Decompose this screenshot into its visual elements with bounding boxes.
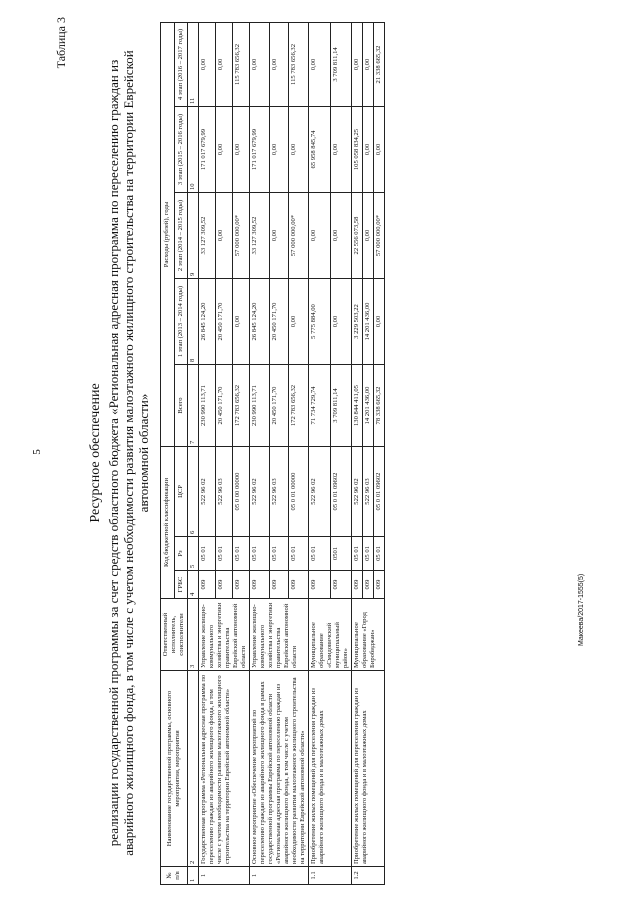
cell-stage-4: 0,00 [250, 22, 270, 106]
cell-stage-1: 0,00 [330, 279, 352, 365]
cell-stage-4: 0,00 [216, 22, 233, 106]
cell-grbs: 009 [250, 571, 270, 599]
cell-total: 172 783 656,32 [289, 365, 309, 447]
cell-stage-1: 14 201 436,00 [363, 279, 374, 365]
resource-table [160, 22, 385, 885]
column-number: 7 [188, 365, 199, 447]
cell-csr: 522 96 03 [269, 447, 289, 537]
cell-csr: 05 0 01 09602 [330, 447, 352, 537]
cell-rz: 05 01 [250, 537, 270, 571]
cell-stage-2: 33 127 309,52 [199, 193, 216, 279]
cell-stage-3: 65 958 845,74 [309, 107, 331, 193]
cell-grbs: 009 [289, 571, 309, 599]
header-name: Наименование государственной программы, основного мероприятия, мероприятия [161, 671, 188, 867]
cell-stage-3: 0,00 [233, 107, 250, 193]
cell-grbs: 009 [269, 571, 289, 599]
cell-stage-4: 0,00 [309, 22, 331, 106]
cell-csr: 522 96 02 [352, 447, 363, 537]
table-row [250, 22, 270, 884]
cell-rz: 05 01 [233, 537, 250, 571]
footer-note: Макеева/2017-1555(5) [578, 573, 585, 646]
row-executor: Муниципальное образование «Смидовичский муниципальный район» [309, 599, 352, 671]
header-csr: ЦСР [174, 447, 188, 537]
cell-grbs: 009 [216, 571, 233, 599]
cell-total: 71 734 729,74 [309, 365, 331, 447]
row-number: 1 [250, 867, 309, 885]
page-title: Ресурсное обеспечение [88, 383, 103, 523]
cell-stage-3: 171 017 679,99 [250, 107, 270, 193]
cell-stage-3: 0,00 [330, 107, 352, 193]
cell-grbs: 009 [199, 571, 216, 599]
row-name: Приобретение жилых помещений для переселения граждан из аварийного жилищного фонда и в малоэтажных домах [352, 671, 385, 867]
row-name: Основное мероприятие «Обеспечение мероприятий по переселению граждан из аварийного жилищного фонда в рамках государственной программы Еврейской автономной области «Региональная адресная программа по переселению граждан из аварийного жилищного фонда, в том числе с учетом необходимости развития малоэтажного жилищного строительства на территории Еврейской автономной области» [250, 671, 309, 867]
cell-total: 230 990 113,71 [199, 365, 216, 447]
cell-csr: 522 96 03 [363, 447, 374, 537]
cell-stage-2: 57 000 000,00* [289, 193, 309, 279]
cell-total: 130 844 411,05 [352, 365, 363, 447]
cell-stage-1: 20 450 171,70 [269, 279, 289, 365]
column-number: 9 [188, 193, 199, 279]
cell-total: 20 450 171,70 [269, 365, 289, 447]
cell-rz: 05 01 [309, 537, 331, 571]
table-row [352, 22, 363, 884]
cell-stage-2: 22 556 073,58 [352, 193, 363, 279]
row-name: Приобретение жилых помещений для переселения граждан из аварийного жилищного фонда и в малоэтажных домах [309, 671, 352, 867]
cell-stage-1: 26 845 124,20 [199, 279, 216, 365]
header-stage-3: 3 этап (2015 – 2016 годы) [174, 107, 188, 193]
page-number: 5 [30, 449, 43, 455]
cell-csr: 522 96 02 [309, 447, 331, 537]
cell-grbs: 009 [363, 571, 374, 599]
cell-rz: 05 01 [363, 537, 374, 571]
cell-stage-2: 33 127 309,52 [250, 193, 270, 279]
cell-stage-3: 105 058 834,25 [352, 107, 363, 193]
cell-stage-2: 0,00 [269, 193, 289, 279]
rotated-page-content [52, 13, 612, 893]
cell-stage-1: 5 775 884,00 [309, 279, 331, 365]
cell-grbs: 009 [309, 571, 331, 599]
cell-stage-4: 115 783 656,32 [233, 22, 250, 106]
header-total: Всего [174, 365, 188, 447]
column-number: 4 [188, 571, 199, 599]
cell-total: 230 990 113,71 [250, 365, 270, 447]
cell-total: 3 709 811,14 [330, 365, 352, 447]
header-num: № п/в [161, 867, 188, 885]
cell-stage-1: 26 845 124,20 [250, 279, 270, 365]
cell-stage-4: 0,00 [352, 22, 363, 106]
header-executor: Ответственный исполнитель, соисполнители [161, 599, 188, 671]
cell-stage-4: 0,00 [199, 22, 216, 106]
row-name: Государственная программа «Региональная адресная программа по переселению граждан из аварийного жилищного фонда, в том числе с учетом необходимости развития малоэтажного жилищного строительства на территории Еврейской автономной области» [199, 671, 250, 867]
cell-total: 78 338 665,32 [374, 365, 385, 447]
page-subtitle: реализации государственной программы за счет средств областного бюджета «Региональная адресная программа по переселению граждан из аварийного жилищного фонда, в том числе с учетом необходимости развития малоэтажного жилищного строительства на территории Еврейской автономной области» [106, 50, 151, 856]
cell-stage-1: 3 229 503,22 [352, 279, 363, 365]
header-expenses: Расходы (рублей), годы [161, 22, 175, 446]
header-grbs: ГРБС [174, 571, 188, 599]
cell-stage-2: 0,00 [363, 193, 374, 279]
header-rz: Рз [174, 537, 188, 571]
header-stage-1: 1 этап (2013 – 2014 годы) [174, 279, 188, 365]
cell-stage-1: 0,00 [374, 279, 385, 365]
row-number: 1.2 [352, 867, 385, 885]
cell-csr: 522 96 03 [216, 447, 233, 537]
cell-stage-2: 0,00 [330, 193, 352, 279]
cell-stage-3: 171 017 679,99 [199, 107, 216, 193]
cell-rz: 05 01 [199, 537, 216, 571]
cell-csr: 05 0 01 09602 [374, 447, 385, 537]
cell-stage-2: 57 000 000,00* [374, 193, 385, 279]
cell-total: 14 201 436,00 [363, 365, 374, 447]
cell-stage-3: 0,00 [374, 107, 385, 193]
column-number: 10 [188, 107, 199, 193]
cell-stage-4: 0,00 [363, 22, 374, 106]
cell-stage-3: 0,00 [289, 107, 309, 193]
cell-rz: 05 01 [269, 537, 289, 571]
cell-stage-4: 3 709 811,14 [330, 22, 352, 106]
cell-stage-3: 0,00 [269, 107, 289, 193]
cell-stage-2: 0,00 [216, 193, 233, 279]
table-row [199, 22, 216, 884]
cell-rz: 05 01 [216, 537, 233, 571]
cell-rz: 05 01 [352, 537, 363, 571]
row-executor: Управление жилищно-коммунального хозяйства и энергетики правительства Еврейской автономной области [199, 599, 250, 671]
cell-stage-2: 0,00 [309, 193, 331, 279]
cell-grbs: 009 [352, 571, 363, 599]
cell-rz: 0501 [330, 537, 352, 571]
cell-csr: 05 0 01 00000 [289, 447, 309, 537]
table-body [199, 22, 385, 884]
cell-csr: 522 96 02 [250, 447, 270, 537]
cell-stage-1: 0,00 [289, 279, 309, 365]
cell-csr: 05 0 00 00000 [233, 447, 250, 537]
row-executor: Муниципальное образование «Город Биробиджан» [352, 599, 385, 671]
table-row [309, 22, 331, 884]
cell-rz: 05 01 [374, 537, 385, 571]
cell-grbs: 009 [374, 571, 385, 599]
column-number: 2 [188, 671, 199, 867]
header-budget-code: Код бюджетной классификации [161, 447, 175, 599]
header-stage-4: 4 этап (2016 – 2017 годы) [174, 22, 188, 106]
column-number: 3 [188, 599, 199, 671]
column-number: 8 [188, 279, 199, 365]
column-number: 1 [188, 867, 199, 885]
column-number-row [188, 22, 199, 884]
cell-stage-2: 57 000 000,00* [233, 193, 250, 279]
cell-stage-4: 21 338 665,32 [374, 22, 385, 106]
cell-rz: 05 01 [289, 537, 309, 571]
row-number: 1 [199, 867, 250, 885]
cell-total: 20 450 171,70 [216, 365, 233, 447]
cell-stage-1: 20 450 171,70 [216, 279, 233, 365]
column-number: 6 [188, 447, 199, 537]
row-number: 1.1 [309, 867, 352, 885]
cell-stage-3: 0,00 [216, 107, 233, 193]
header-stage-2: 2 этап (2014 – 2015 годы) [174, 193, 188, 279]
column-number: 11 [188, 22, 199, 106]
column-number: 5 [188, 537, 199, 571]
cell-stage-4: 115 783 656,32 [289, 22, 309, 106]
title-block [88, 13, 151, 893]
cell-stage-3: 0,00 [363, 107, 374, 193]
cell-grbs: 009 [330, 571, 352, 599]
table-label: Таблица 3 [54, 17, 68, 69]
cell-total: 172 783 656,32 [233, 365, 250, 447]
cell-stage-1: 0,00 [233, 279, 250, 365]
row-executor: Управление жилищно-коммунального хозяйства и энергетики правительства Еврейской автономной области [250, 599, 309, 671]
cell-grbs: 009 [233, 571, 250, 599]
cell-csr: 522 96 02 [199, 447, 216, 537]
cell-stage-4: 0,00 [269, 22, 289, 106]
